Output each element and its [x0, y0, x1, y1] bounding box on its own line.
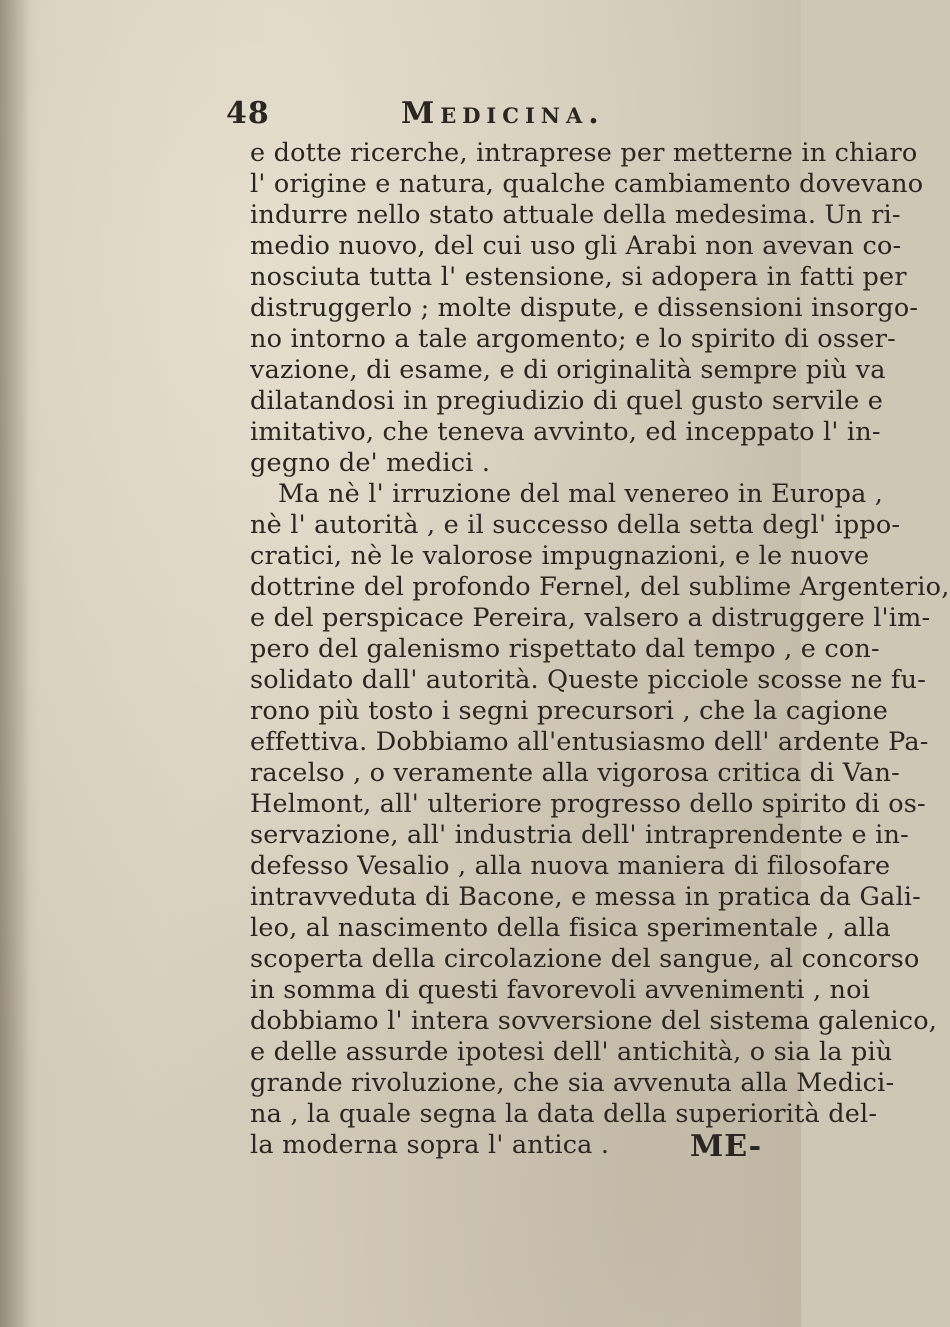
text-line: leo, al nascimento della fisica sperimentale , alla — [250, 913, 891, 943]
text-line: pero del galenismo rispettato dal tempo , e con- — [250, 634, 880, 664]
text-line: defesso Vesalio , alla nuova maniera di filosofare — [250, 851, 891, 881]
page-number: 48 — [226, 96, 270, 131]
text-line: e del perspicace Pereira, valsero a distruggere l'im- — [250, 603, 931, 633]
text-line: rono più tosto i segni precursori , che la cagione — [250, 696, 889, 726]
text-line: no intorno a tale argomento; e lo spirito di osser- — [250, 324, 896, 354]
text-line: e dotte ricerche, intraprese per metterne in chiaro — [250, 138, 918, 168]
text-line: e delle assurde ipotesi dell' antichità, o sia la più — [250, 1037, 893, 1067]
text-line: medio nuovo, del cui uso gli Arabi non avevan co- — [250, 231, 902, 261]
text-line: cratici, nè le valorose impugnazioni, e le nuove — [250, 541, 870, 571]
running-title: Medicina. — [401, 96, 605, 131]
text-line: in somma di questi favorevoli avvenimenti , noi — [250, 975, 871, 1005]
text-line: indurre nello stato attuale della medesima. Un ri- — [250, 200, 901, 230]
text-line: distruggerlo ; molte dispute, e dissensioni insorgo- — [250, 293, 919, 323]
text-line: racelso , o veramente alla vigorosa critica di Van- — [250, 758, 900, 788]
text-line: l' origine e natura, qualche cambiamento dovevano — [250, 169, 924, 199]
text-line: servazione, all' industria dell' intraprendente e in- — [250, 820, 909, 850]
text-line: nosciuta tutta l' estensione, si adopera in fatti per — [250, 262, 907, 292]
text-line: intravveduta di Bacone, e messa in pratica da Gali- — [250, 882, 921, 912]
text-line: grande rivoluzione, che sia avvenuta alla Medici- — [250, 1068, 895, 1098]
text-line: imitativo, che teneva avvinto, ed inceppato l' in- — [250, 417, 881, 447]
text-line: solidato dall' autorità. Queste picciole scosse ne fu- — [250, 665, 927, 695]
text-line: la moderna sopra l' antica . — [250, 1130, 610, 1160]
catchword: ME- — [690, 1129, 763, 1164]
text-line: Ma nè l' irruzione del mal venereo in Europa , — [278, 479, 884, 509]
page-header — [226, 96, 646, 136]
text-line: Helmont, all' ulteriore progresso dello spirito di os- — [250, 789, 926, 819]
binding-shadow — [0, 0, 30, 1327]
text-line: nè l' autorità , e il successo della setta degl' ippo- — [250, 510, 901, 540]
text-line: scoperta della circolazione del sangue, al concorso — [250, 944, 920, 974]
text-line: dilatandosi in pregiudizio di quel gusto servile e — [250, 386, 884, 416]
text-line: effettiva. Dobbiamo all'entusiasmo dell' ardente Pa- — [250, 727, 929, 757]
text-line: vazione, di esame, e di originalità sempre più va — [250, 355, 886, 385]
body-text — [250, 138, 950, 1161]
text-line: dobbiamo l' intera sovversione del sistema galenico, — [250, 1006, 938, 1036]
text-line: na , la quale segna la data della superiorità del- — [250, 1099, 878, 1129]
text-line: dottrine del profondo Fernel, del sublime Argenterio, — [250, 572, 950, 602]
text-line: gegno de' medici . — [250, 448, 491, 478]
